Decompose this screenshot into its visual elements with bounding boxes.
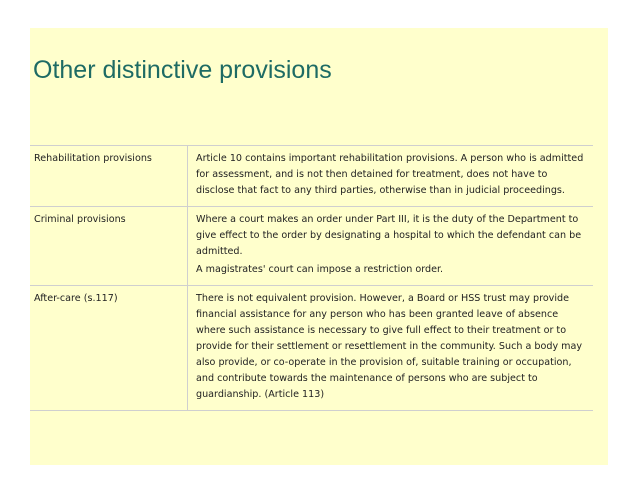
row-text-rehabilitation — [188, 146, 594, 207]
row-paragraph: Where a court makes an order under Part III, it is the duty of the Department to give effect to the order by designating a hospital to which the defendant can be admitted. — [196, 214, 582, 257]
table-row — [30, 286, 593, 411]
row-paragraph: A magistrates' court can impose a restriction order. — [196, 264, 444, 275]
table-row — [30, 207, 593, 286]
row-label-rehabilitation: Rehabilitation provisions — [30, 146, 188, 207]
row-paragraph: There is not equivalent provision. However, a Board or HSS trust may provide financial assistance for any person who has been granted leave of absence where such assistance is necessary to give full effect to their treatment or to provide for their settlement or resettlement in the community. Such a body may also provide, or co-operate in the provision of, suitable training or occupation, and contribute towards the maintenance of persons who are subject to guardianship. (Article 113) — [196, 293, 583, 400]
provisions-table — [30, 145, 593, 411]
row-text-criminal — [188, 207, 594, 286]
row-label-after-care: After-care (s.117) — [30, 286, 188, 411]
row-paragraph: Article 10 contains important rehabilitation provisions. A person who is admitted for assessment, and is not then detained for treatment, does not have to disclose that fact to any third parties, otherwise than in judicial proceedings. — [196, 153, 584, 196]
row-label-criminal: Criminal provisions — [30, 207, 188, 286]
row-text-after-care — [188, 286, 594, 411]
slide-title: Other distinctive provisions — [33, 56, 332, 84]
table-row — [30, 146, 593, 207]
